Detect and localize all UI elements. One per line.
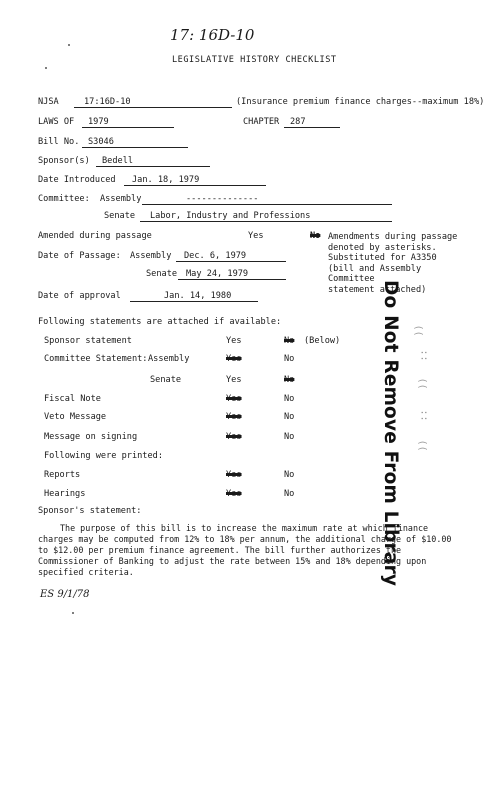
committee-senate-value: Labor, Industry and Professions xyxy=(140,212,392,222)
amended-note-line: denoted by asterisks. xyxy=(328,242,437,253)
passage-assembly-label: Assembly xyxy=(130,251,172,261)
statement-sub-label: Assembly xyxy=(148,354,190,364)
committee-assembly-value: -------------- xyxy=(142,195,392,205)
amended-no-text: No xyxy=(310,231,321,241)
njsa-value: 17:16D-10 xyxy=(74,98,232,108)
amended-yes: Yes xyxy=(248,231,264,241)
chapter-label: CHAPTER xyxy=(243,117,280,127)
library-stamp-text: Do Not Remove From Library xyxy=(380,280,401,587)
printed-row-label: Reports xyxy=(44,470,81,480)
statement-yes-text: Yes xyxy=(226,432,242,442)
statement-row-label: Committee Statement: xyxy=(44,354,148,364)
faded-mark: (( xyxy=(412,324,424,337)
amended-note-line: statement attached) xyxy=(328,284,427,295)
chapter-value: 287 xyxy=(284,118,340,128)
faded-mark: :: xyxy=(418,409,430,422)
faded-mark: :: xyxy=(418,349,430,362)
printed-no: No xyxy=(284,470,295,480)
statement-yes-text: Yes xyxy=(226,394,242,404)
statement-row-label: Veto Message xyxy=(44,412,107,422)
statement-row-label: Message on signing xyxy=(44,432,138,442)
passage-senate-label: Senate xyxy=(146,269,178,279)
njsa-description: (Insurance premium finance charges--maximum 18%) xyxy=(236,97,485,107)
amended-note-line: Amendments during passage xyxy=(328,232,458,242)
statement-no xyxy=(284,376,294,385)
passage-senate-field xyxy=(178,270,286,280)
njsa-label: NJSA xyxy=(38,97,59,107)
approval-label: Date of approval xyxy=(38,291,121,301)
sponsor-field xyxy=(96,157,210,167)
passage-label: Date of Passage: xyxy=(38,251,121,261)
printed-yes-text: Yes xyxy=(226,470,242,480)
approval-field xyxy=(130,292,258,302)
statement-no: No xyxy=(284,412,295,422)
statement-yes-text: Yes xyxy=(226,354,242,364)
speck xyxy=(68,44,70,46)
sponsor-value: Bedell xyxy=(96,157,210,167)
statement-no-text: No xyxy=(284,336,295,346)
statements-attached-label: Following statements are attached if available: xyxy=(38,317,282,327)
statement-no: No xyxy=(284,354,295,364)
date-introduced-label: Date Introduced xyxy=(38,175,116,185)
printed-label: Following were printed: xyxy=(44,451,163,461)
date-introduced-field xyxy=(124,176,266,186)
statement-yes: Yes xyxy=(226,336,242,346)
speck xyxy=(72,612,74,614)
statement-yes xyxy=(226,413,242,422)
statement-yes xyxy=(226,433,242,442)
committee-label: Committee: xyxy=(38,194,90,204)
printed-yes-text: Yes xyxy=(226,489,242,499)
handwritten-file-number: 17: 16D-10 xyxy=(170,26,255,44)
amended-note-line: Substituted for A3350 xyxy=(328,253,437,263)
sponsor-label: Sponsor(s) xyxy=(38,156,90,166)
njsa-field xyxy=(74,98,232,108)
footer-initials: ES 9/1/78 xyxy=(40,589,90,600)
statement-yes xyxy=(226,395,242,404)
sponsor-statement-label: Sponsor's statement: xyxy=(38,506,142,516)
faded-mark: (( xyxy=(416,439,428,452)
library-stamp xyxy=(372,280,408,587)
printed-no: No xyxy=(284,489,295,499)
statement-no-text: No xyxy=(284,375,295,385)
laws-of-label: LAWS OF xyxy=(38,117,75,127)
statement-no: No xyxy=(284,394,295,404)
amended-no-struck xyxy=(310,232,320,241)
chapter-field xyxy=(284,118,340,128)
date-introduced-value: Jan. 18, 1979 xyxy=(124,176,266,186)
faded-mark: (( xyxy=(416,377,428,390)
bill-no-label: Bill No. xyxy=(38,137,80,147)
bill-no-field xyxy=(82,138,188,148)
statement-yes xyxy=(226,355,242,364)
passage-assembly-field xyxy=(176,252,286,262)
statement-yes-text: Yes xyxy=(226,412,242,422)
approval-value: Jan. 14, 1980 xyxy=(130,292,258,302)
statement-no: No xyxy=(284,432,295,442)
statement-yes: Yes xyxy=(226,375,242,385)
sponsor-statement-text: The purpose of this bill is to increase the maximum rate at which finance charges may be computed from 12% to 18% per annum, the additional charge of $10.00 to $12.00 per premium finance agreement. The bill further authorizes the Commissioner of Banking to adjust the rate between 15% and 18% depending upon specified criteria. xyxy=(38,523,452,577)
page-title: LEGISLATIVE HISTORY CHECKLIST xyxy=(172,55,337,65)
committee-assembly-field xyxy=(142,195,392,205)
printed-yes xyxy=(226,490,242,499)
statement-sub-label: Senate xyxy=(150,375,182,385)
laws-of-field xyxy=(82,118,174,128)
passage-assembly-value: Dec. 6, 1979 xyxy=(176,252,286,262)
statement-no xyxy=(284,337,294,346)
printed-row-label: Hearings xyxy=(44,489,86,499)
passage-senate-value: May 24, 1979 xyxy=(178,270,286,280)
statement-row-label: Sponsor statement xyxy=(44,336,132,346)
committee-assembly-label: Assembly xyxy=(100,194,142,204)
statement-row-label: Fiscal Note xyxy=(44,394,101,404)
committee-senate-field xyxy=(140,212,392,222)
committee-senate-label: Senate xyxy=(104,211,136,221)
statement-extra: (Below) xyxy=(304,336,341,346)
laws-of-value: 1979 xyxy=(82,118,174,128)
amended-note-line: (bill and Assembly Committee xyxy=(328,263,422,284)
amended-label: Amended during passage xyxy=(38,231,152,241)
bill-no-value: S3046 xyxy=(82,138,188,148)
printed-yes xyxy=(226,471,242,480)
speck xyxy=(45,67,47,69)
